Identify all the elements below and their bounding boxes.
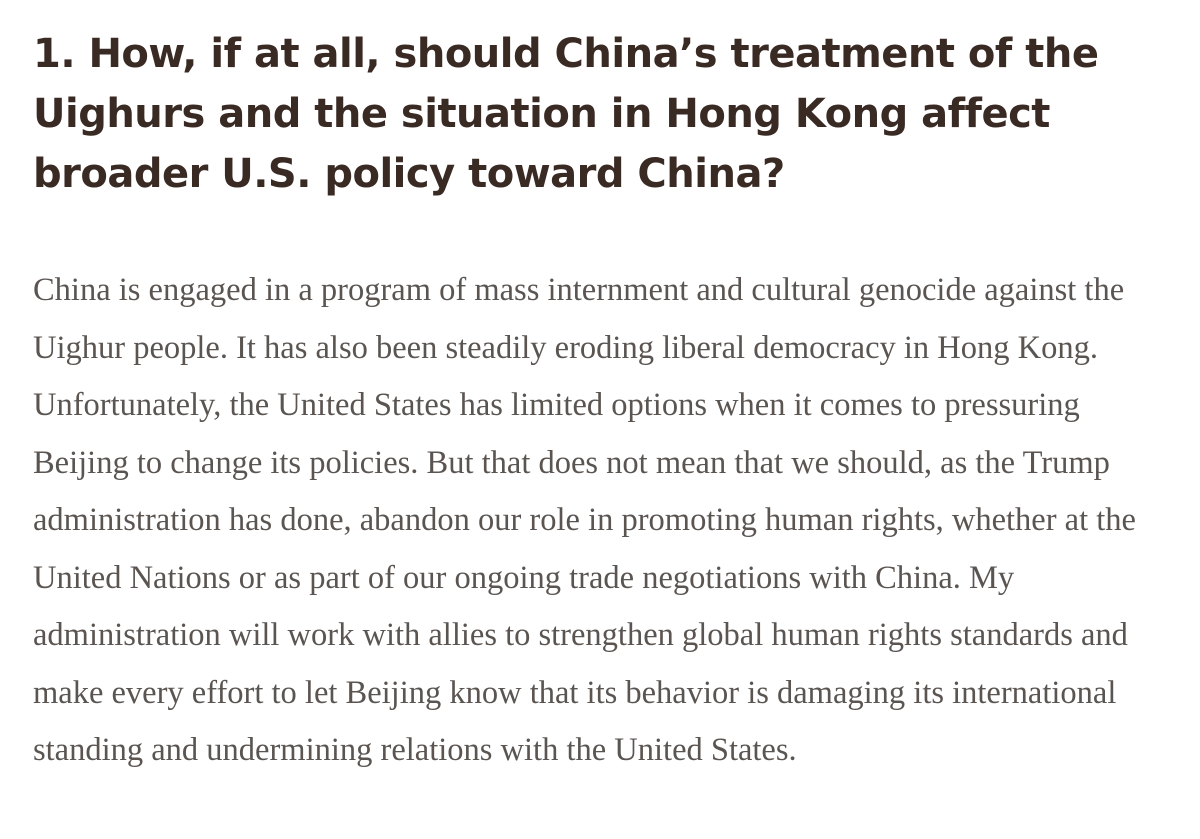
answer-paragraph: China is engaged in a program of mass internment and cultural genocide against the Uighur people. It has also been steadily eroding liberal democracy in Hong Kong. Unfortunately, the United States has limited options when it comes to pressuring Beijing to change its policies. But that does not mean that we should, as the Trump administration has done, abandon our role in promoting human rights, whether at the United Nations or as part of our ongoing trade negotiations with China. My administration will work with allies to strengthen global human rights standards and make every effort to let Beijing know that its behavior is damaging its international standing and undermining relations with the United States.	[33, 272, 1136, 768]
article-content	[33, 24, 1173, 768]
question-heading: 1. How, if at all, should China’s treatment of the Uighurs and the situation in Hong Kong affect broader U.S. policy toward China?	[33, 31, 1099, 197]
